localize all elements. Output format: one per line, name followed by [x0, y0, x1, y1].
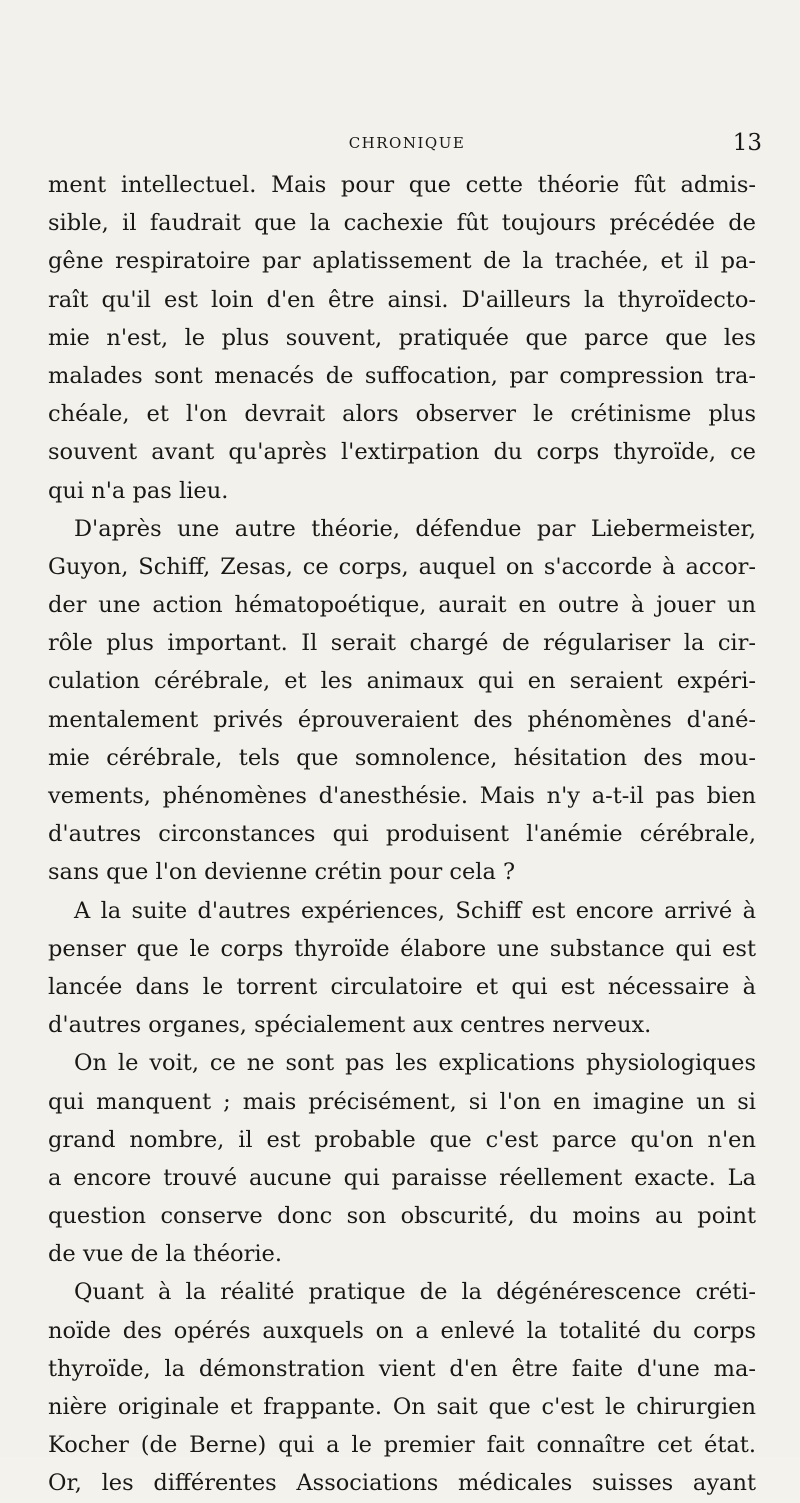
text-line: culation cérébrale, et les animaux qui en seraient expéri-: [48, 668, 756, 695]
text-line: souvent avant qu'après l'extirpation du corps thyroïde, ce: [48, 439, 756, 466]
text-line: de vue de la théorie.: [48, 1241, 282, 1268]
text-line: qui manquent ; mais précisément, si l'on en imagine un si: [48, 1088, 756, 1115]
text-line: d'autres circonstances qui produisent l'anémie cérébrale,: [48, 821, 756, 848]
running-head: [48, 128, 766, 158]
text-line: chéale, et l'on devrait alors observer le crétinisme plus: [48, 401, 756, 428]
text-line: malades sont menacés de suffocation, par compression tra-: [48, 362, 756, 389]
text-line: rôle plus important. Il serait chargé de régulariser la cir-: [48, 630, 756, 657]
text-line: nière originale et frappante. On sait que c'est le chirurgien: [48, 1394, 756, 1420]
text-line: sans que l'on devienne crétin pour cela ?: [48, 859, 516, 886]
text-line: Quant à la réalité pratique de la dégénérescence créti-: [74, 1279, 756, 1306]
text-line: sible, il faudrait que la cachexie fût toujours précédée de: [48, 210, 756, 237]
text-line: A la suite d'autres expériences, Schiff est encore arrivé à: [74, 897, 756, 924]
text-line: Guyon, Schiff, Zesas, ce corps, auquel on s'accorde à accor-: [48, 553, 756, 580]
text-line: On le voit, ce ne sont pas les explications physiologiques: [74, 1050, 756, 1077]
text-line: raît qu'il est loin d'en être ainsi. D'ailleurs la thyroïdecto-: [48, 286, 756, 313]
text-line: D'après une autre théorie, défendue par Liebermeister,: [74, 515, 756, 542]
text-line: lancée dans le torrent circulatoire et qui est nécessaire à: [48, 973, 756, 1000]
text-line: vements, phénomènes d'anesthésie. Mais n'y a-t-il pas bien: [48, 783, 756, 809]
text-line: qui n'a pas lieu.: [48, 477, 229, 504]
text-line: question conserve donc son obscurité, du moins au point: [48, 1203, 756, 1230]
text-line: thyroïde, la démonstration vient d'en être faite d'une ma-: [48, 1355, 756, 1382]
page-number: 13: [732, 130, 762, 156]
text-line: mie n'est, le plus souvent, pratiquée que parce que les: [48, 324, 756, 351]
text-line: mentalement privés éprouveraient des phénomènes d'ané-: [48, 706, 756, 733]
body-text: [48, 166, 756, 1503]
text-line: a encore trouvé aucune qui paraisse réellement exacte. La: [48, 1164, 756, 1191]
running-title: CHRONIQUE: [348, 134, 466, 152]
text-line: der une action hématopoétique, aurait en outre à jouer un: [48, 592, 756, 619]
text-line: ment intellectuel. Mais pour que cette théorie fût admis-: [48, 172, 756, 198]
text-line: d'autres organes, spécialement aux centres nerveux.: [48, 1012, 652, 1039]
text-line: mie cérébrale, tels que somnolence, hésitation des mou-: [48, 744, 756, 771]
text-line: grand nombre, il est probable que c'est parce qu'on n'en: [48, 1126, 756, 1153]
text-line: penser que le corps thyroïde élabore une substance qui est: [48, 935, 756, 962]
text-line: noïde des opérés auxquels on a enlevé la totalité du corps: [48, 1317, 756, 1344]
text-line: Or, les différentes Associations médicales suisses ayant: [48, 1470, 756, 1497]
text-line: gêne respiratoire par aplatissement de la trachée, et il pa-: [48, 248, 756, 275]
text-line: Kocher (de Berne) qui a le premier fait connaître cet état.: [48, 1432, 756, 1459]
